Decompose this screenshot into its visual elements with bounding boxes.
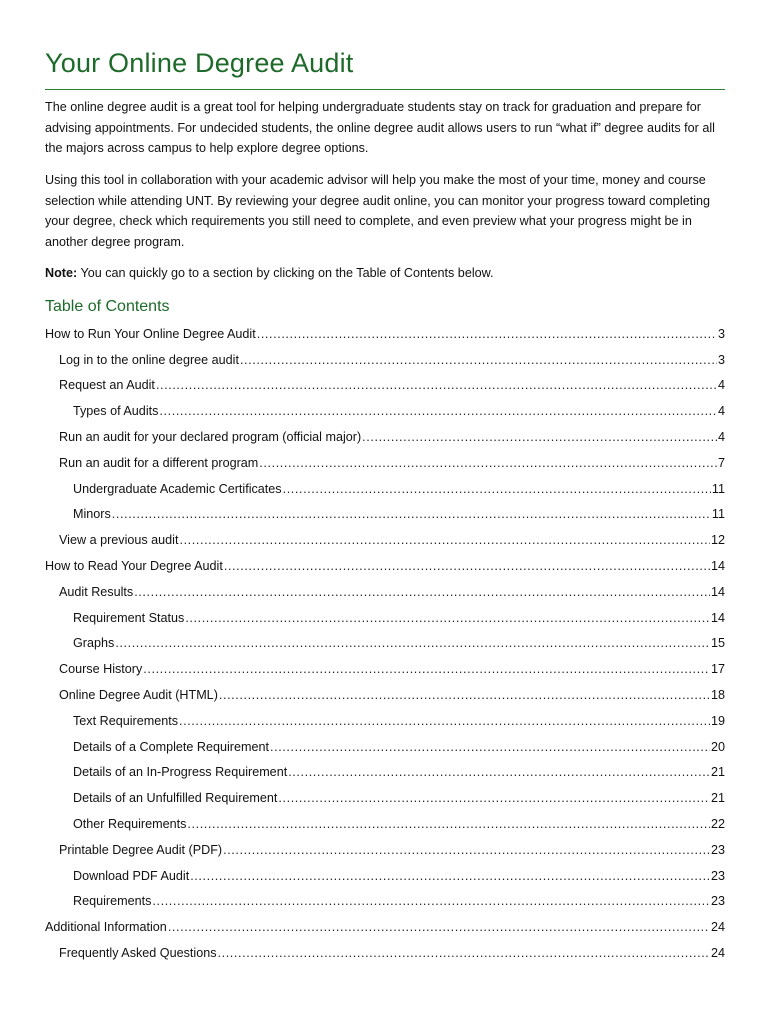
note-label: Note: [45,266,78,280]
toc-dot-leader [223,843,710,857]
toc-entry-label[interactable]: Details of an In-Progress Requirement [73,765,288,780]
toc-dot-leader [159,404,717,418]
toc-dot-leader [224,559,710,573]
toc-dot-leader [112,507,711,521]
toc-entry-page-number[interactable]: 15 [710,636,725,651]
toc-dot-leader [156,378,717,392]
toc-entry-page-number[interactable]: 17 [710,662,725,677]
toc-entry[interactable] [45,631,725,657]
toc-entry-label[interactable]: Details of an Unfulfilled Requirement [73,791,278,806]
toc-dot-leader [283,482,711,496]
toc-entry[interactable] [45,682,725,708]
toc-dot-leader [219,688,710,702]
toc-entry-label[interactable]: Requirements [73,894,152,909]
toc-dot-leader [168,920,710,934]
toc-entry-label[interactable]: Graphs [73,636,115,651]
title-underline [45,89,725,90]
toc-entry[interactable] [45,502,725,528]
toc-entry-page-number[interactable]: 4 [717,378,725,393]
toc-entry-page-number[interactable]: 7 [717,455,725,470]
toc-dot-leader [134,585,710,599]
toc-dot-leader [259,456,717,470]
toc-entry-label[interactable]: Other Requirements [73,817,187,832]
note-text: You can quickly go to a section by clicking on the Table of Contents below. [77,266,494,280]
intro-paragraph-1: The online degree audit is a great tool for helping undergraduate students stay on track for graduation and prepare for advising appointments. For undecided students, the online degree audit allows users to run “what if” degree audits for all the majors across campus to help explore degree options. [45,100,715,155]
toc-entry-label[interactable]: Printable Degree Audit (PDF) [59,842,223,857]
toc-dot-leader [143,662,710,676]
toc-dot-leader [187,817,710,831]
toc-entry-page-number[interactable]: 3 [717,326,725,341]
toc-entry-page-number[interactable]: 24 [710,946,725,961]
toc-entry[interactable] [45,708,725,734]
toc-entry[interactable] [45,398,725,424]
toc-entry-label[interactable]: Undergraduate Academic Certificates [73,481,282,496]
note-line [45,263,494,283]
toc-entry[interactable] [45,321,725,347]
toc-entry[interactable] [45,347,725,373]
toc-dot-leader [152,894,710,908]
toc-entry[interactable] [45,914,725,940]
toc-entry[interactable] [45,373,725,399]
toc-entry-label[interactable]: Frequently Asked Questions [59,946,217,961]
toc-entry-page-number[interactable]: 21 [710,791,725,806]
toc-dot-leader [240,353,717,367]
toc-entry-page-number[interactable]: 20 [710,739,725,754]
toc-entry[interactable] [45,785,725,811]
toc-entry[interactable] [45,553,725,579]
toc-dot-leader [288,765,710,779]
toc-entry-label[interactable]: Details of a Complete Requirement [73,739,269,754]
toc-entry-label[interactable]: Course History [59,662,143,677]
toc-dot-leader [270,740,710,754]
toc-entry-page-number[interactable]: 11 [711,507,725,522]
toc-entry-label[interactable]: Types of Audits [73,404,159,419]
toc-entry[interactable] [45,734,725,760]
toc-entry-page-number[interactable]: 19 [710,713,725,728]
toc-entry-page-number[interactable]: 4 [717,430,725,445]
table-of-contents [45,321,725,966]
toc-entry[interactable] [45,476,725,502]
toc-entry[interactable] [45,424,725,450]
page-title: Your Online Degree Audit [45,48,354,78]
toc-dot-leader [115,636,710,650]
toc-entry-label[interactable]: Text Requirements [73,713,178,728]
toc-entry-page-number[interactable]: 21 [710,765,725,780]
toc-entry-label[interactable]: Run an audit for a different program [59,455,259,470]
toc-entry[interactable] [45,760,725,786]
toc-entry-label[interactable]: Log in to the online degree audit [59,352,239,367]
toc-entry[interactable] [45,579,725,605]
toc-entry-label[interactable]: Online Degree Audit (HTML) [59,688,218,703]
toc-entry[interactable] [45,527,725,553]
toc-entry[interactable] [45,811,725,837]
toc-entry-page-number[interactable]: 14 [710,610,725,625]
toc-entry-page-number[interactable]: 23 [710,868,725,883]
toc-entry-page-number[interactable]: 3 [717,352,725,367]
toc-entry-page-number[interactable]: 11 [711,481,725,496]
intro-paragraph-2: Using this tool in collaboration with your academic advisor will help you make the most of your time, money and course selection while attending UNT. By reviewing your degree audit online, you can monitor your progress toward completing your degree, check which requirements you still need to complete, and even preview what your progress might be in another degree program. [45,173,711,249]
toc-dot-leader [190,869,710,883]
toc-entry-page-number[interactable]: 14 [710,584,725,599]
toc-entry-page-number[interactable]: 12 [710,533,725,548]
toc-entry-label[interactable]: Additional Information [45,920,167,935]
toc-entry-label[interactable]: Download PDF Audit [73,868,190,883]
toc-dot-leader [218,946,710,960]
toc-entry[interactable] [45,656,725,682]
toc-entry-label[interactable]: Run an audit for your declared program (official major) [59,430,362,445]
toc-entry[interactable] [45,450,725,476]
toc-dot-leader [278,791,710,805]
toc-entry[interactable] [45,889,725,915]
toc-entry[interactable] [45,940,725,966]
toc-entry-page-number[interactable]: 14 [710,559,725,574]
toc-dot-leader [257,327,717,341]
toc-entry-label[interactable]: Minors [73,507,111,522]
toc-entry-label[interactable]: View a previous audit [59,533,179,548]
toc-entry-page-number[interactable]: 22 [710,817,725,832]
toc-entry-page-number[interactable]: 23 [710,894,725,909]
toc-entry-page-number[interactable]: 24 [710,920,725,935]
toc-heading: Table of Contents [45,298,170,315]
toc-entry-label[interactable]: Audit Results [59,584,134,599]
toc-dot-leader [179,714,710,728]
toc-entry-page-number[interactable]: 23 [710,842,725,857]
toc-entry-label[interactable]: Request an Audit [59,378,155,393]
toc-entry-page-number[interactable]: 4 [717,404,725,419]
toc-entry[interactable] [45,605,725,631]
toc-entry-page-number[interactable]: 18 [710,688,725,703]
toc-dot-leader [185,611,710,625]
toc-dot-leader [362,430,717,444]
toc-dot-leader [179,533,710,547]
toc-entry-label[interactable]: How to Read Your Degree Audit [45,559,223,574]
toc-entry[interactable] [45,837,725,863]
toc-entry[interactable] [45,863,725,889]
toc-entry-label[interactable]: How to Run Your Online Degree Audit [45,326,256,341]
toc-entry-label[interactable]: Requirement Status [73,610,185,625]
